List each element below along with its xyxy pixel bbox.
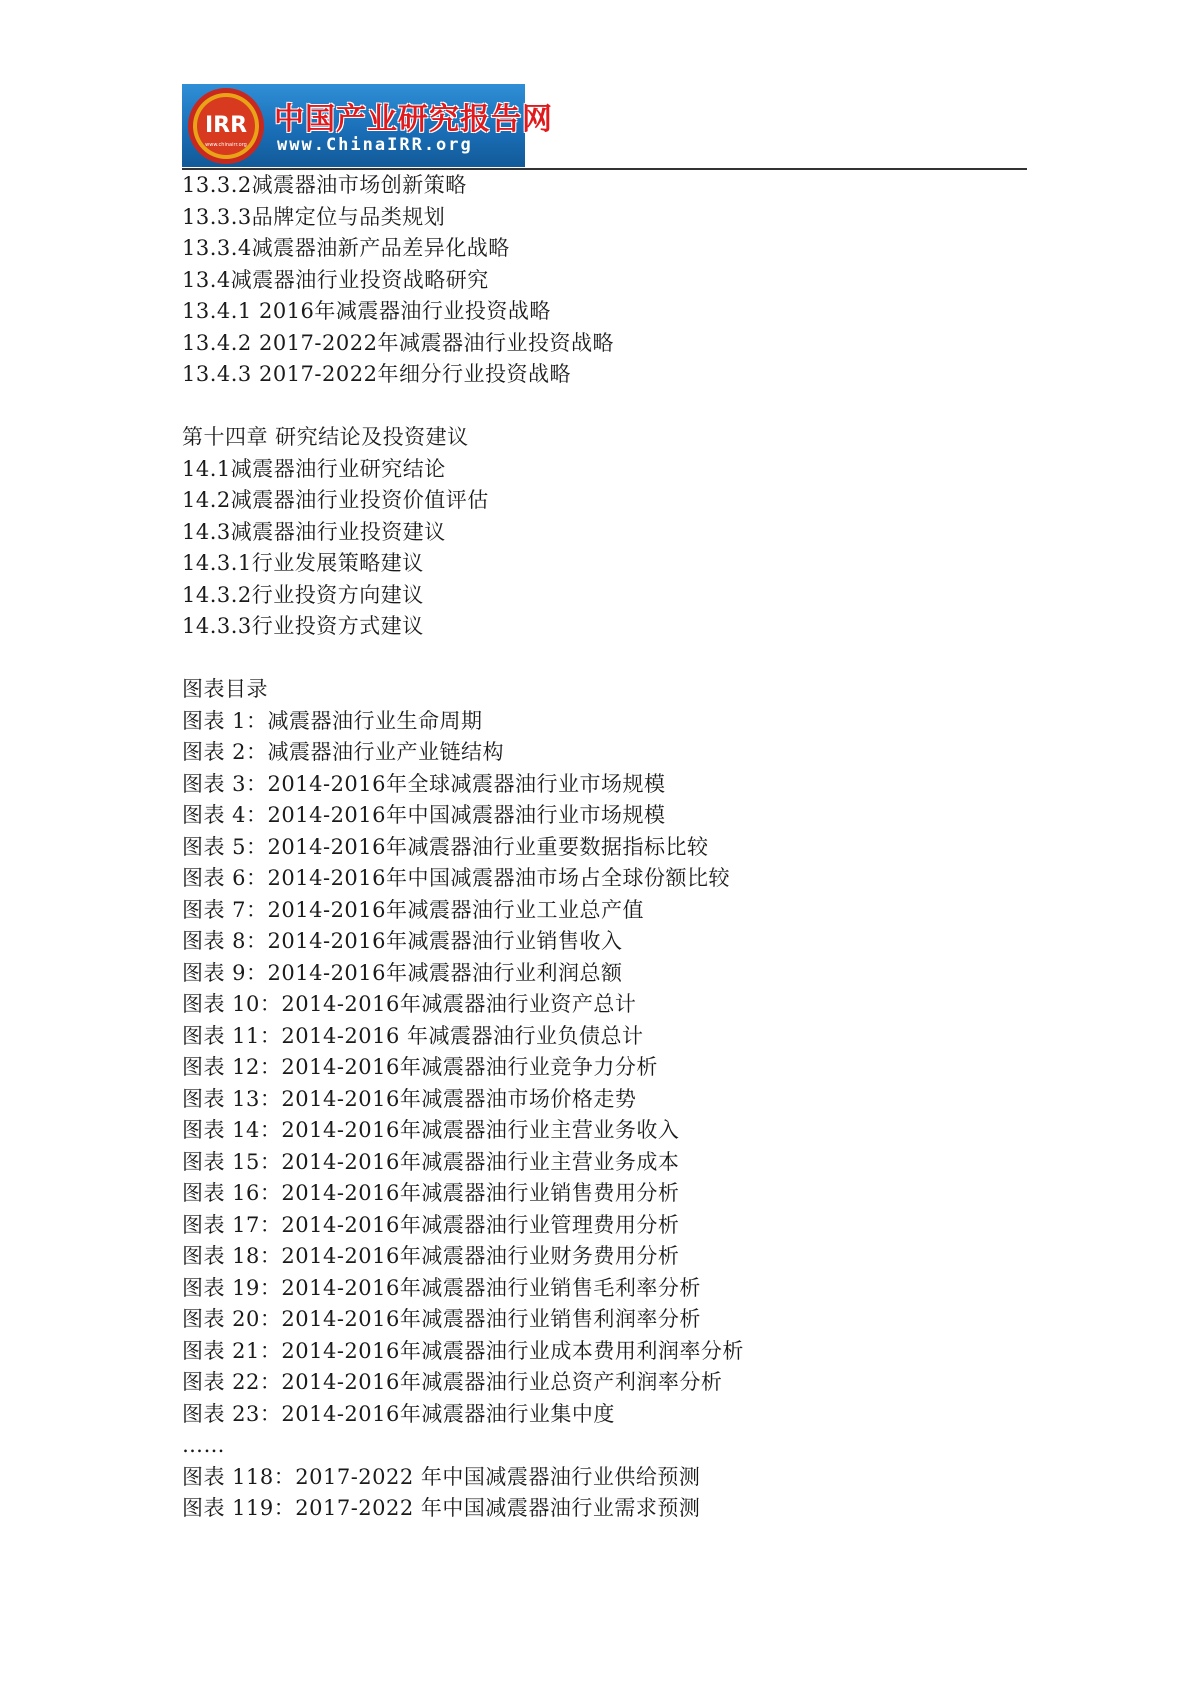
toc-section-13 bbox=[182, 170, 1082, 391]
toc-line: 13.4.1 2016年减震器油行业投资战略 bbox=[182, 299, 551, 323]
figure-item: 图表 11：2014-2016 年减震器油行业负债总计 bbox=[182, 1023, 644, 1048]
toc-line: 14.3.3行业投资方式建议 bbox=[182, 614, 424, 638]
page-header bbox=[182, 84, 1027, 170]
toc-line: 14.3减震器油行业投资建议 bbox=[182, 519, 446, 544]
figure-item: 图表 3：2014-2016年全球减震器油行业市场规模 bbox=[182, 771, 666, 796]
figure-item: 图表 22：2014-2016年减震器油行业总资产利润率分析 bbox=[182, 1370, 723, 1394]
figure-item: 图表 10：2014-2016年减震器油行业资产总计 bbox=[182, 992, 637, 1016]
figure-item: 图表 15：2014-2016年减震器油行业主营业务成本 bbox=[182, 1149, 680, 1174]
toc-line: 14.2减震器油行业投资价值评估 bbox=[182, 488, 489, 512]
figure-item: 图表 8：2014-2016年减震器油行业销售收入 bbox=[182, 929, 623, 953]
toc-line: 14.3.1行业发展策略建议 bbox=[182, 551, 424, 575]
toc-line: 13.4减震器油行业投资战略研究 bbox=[182, 267, 489, 292]
logo-badge-small-text: www.chinairr.org bbox=[205, 142, 247, 148]
logo-title: 中国产业研究报告网 bbox=[274, 102, 553, 137]
figure-item: 图表 20：2014-2016年减震器油行业销售利润率分析 bbox=[182, 1307, 701, 1331]
chapter-title: 第十四章 研究结论及投资建议 bbox=[182, 425, 469, 449]
figure-item: 图表 118：2017-2022 年中国减震器油行业供给预测 bbox=[182, 1464, 701, 1489]
toc-line: 13.3.3品牌定位与品类规划 bbox=[182, 204, 446, 229]
figure-item: 图表 21：2014-2016年减震器油行业成本费用利润率分析 bbox=[182, 1338, 744, 1363]
figure-list bbox=[182, 674, 1082, 1525]
logo-badge-text: IRR bbox=[204, 113, 248, 138]
figure-item: 图表 23：2014-2016年减震器油行业集中度 bbox=[182, 1401, 615, 1426]
figure-item: 图表 13：2014-2016年减震器油市场价格走势 bbox=[182, 1086, 637, 1111]
figure-item: 图表 18：2014-2016年减震器油行业财务费用分析 bbox=[182, 1244, 680, 1268]
figure-item: 图表 119：2017-2022 年中国减震器油行业需求预测 bbox=[182, 1496, 701, 1520]
chapter-14 bbox=[182, 422, 1082, 643]
figure-item: 图表 2：减震器油行业产业链结构 bbox=[182, 740, 505, 764]
toc-line: 13.3.4减震器油新产品差异化战略 bbox=[182, 236, 510, 260]
figure-item: 图表 16：2014-2016年减震器油行业销售费用分析 bbox=[182, 1181, 680, 1205]
figure-item: 图表 4：2014-2016年中国减震器油行业市场规模 bbox=[182, 803, 666, 827]
toc-line: 14.3.2行业投资方向建议 bbox=[182, 582, 424, 607]
spacer bbox=[182, 643, 1082, 675]
ellipsis: …… bbox=[182, 1433, 225, 1457]
figure-item: 图表 19：2014-2016年减震器油行业销售毛利率分析 bbox=[182, 1275, 701, 1300]
document-body bbox=[182, 170, 1082, 1525]
toc-line: 14.1减震器油行业研究结论 bbox=[182, 456, 446, 481]
figure-list-title: 图表目录 bbox=[182, 677, 268, 701]
irr-logo bbox=[182, 84, 553, 167]
figure-item: 图表 5：2014-2016年减震器油行业重要数据指标比较 bbox=[182, 834, 709, 859]
logo-url: www.ChinaIRR.org bbox=[277, 135, 473, 155]
figure-item: 图表 12：2014-2016年减震器油行业竞争力分析 bbox=[182, 1055, 658, 1079]
figure-item: 图表 1：减震器油行业生命周期 bbox=[182, 708, 483, 733]
toc-line: 13.4.3 2017-2022年细分行业投资战略 bbox=[182, 362, 571, 386]
irr-badge-icon bbox=[186, 86, 266, 166]
toc-line: 13.4.2 2017-2022年减震器油行业投资战略 bbox=[182, 330, 614, 355]
figure-item: 图表 6：2014-2016年中国减震器油市场占全球份额比较 bbox=[182, 866, 731, 890]
toc-line: 13.3.2减震器油市场创新策略 bbox=[182, 173, 467, 197]
figure-item: 图表 14：2014-2016年减震器油行业主营业务收入 bbox=[182, 1118, 680, 1142]
spacer bbox=[182, 391, 1082, 423]
figure-item: 图表 7：2014-2016年减震器油行业工业总产值 bbox=[182, 897, 645, 922]
figure-item: 图表 17：2014-2016年减震器油行业管理费用分析 bbox=[182, 1212, 680, 1237]
figure-item: 图表 9：2014-2016年减震器油行业利润总额 bbox=[182, 960, 623, 985]
